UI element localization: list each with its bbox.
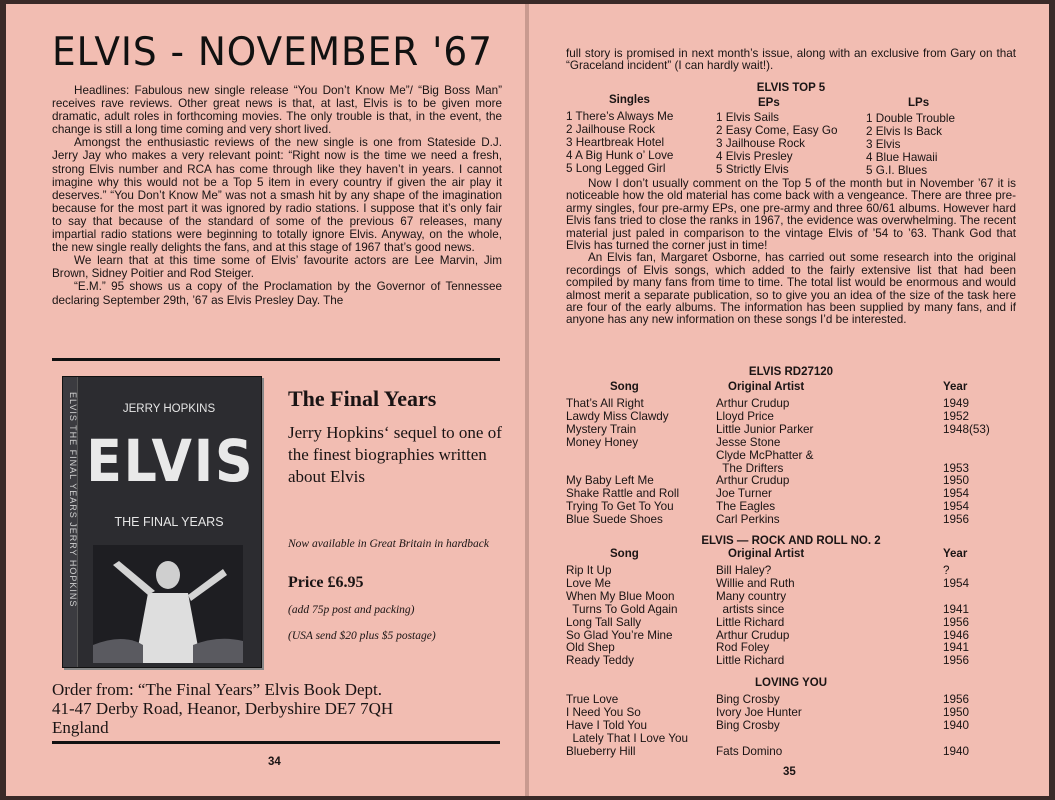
top5-lp: 2 Elvis Is Back xyxy=(866,125,942,138)
cell-song: Lately That I Love You xyxy=(566,731,688,745)
cell-artist: Arthur Crudup xyxy=(716,628,790,642)
cell-year: 1949 xyxy=(943,397,970,410)
cell-year: 1941 xyxy=(943,602,970,616)
cell-song: I Need You So xyxy=(566,705,641,719)
order-line: 41-47 Derby Road, Heanor, Derbyshire DE7 7QH xyxy=(52,699,394,718)
ad-title: The Final Years xyxy=(288,386,437,411)
cell-artist: Little Richard xyxy=(716,654,785,668)
table-title-loving-you: LOVING YOU xyxy=(755,677,827,689)
cell-year: 1940 xyxy=(943,744,970,758)
cell-artist: Many country xyxy=(716,589,787,603)
top5-header-lps: LPs xyxy=(908,97,930,109)
cell-song: Blueberry Hill xyxy=(566,744,636,758)
cell-song: Rip It Up xyxy=(566,564,612,577)
cell-year: 1956 xyxy=(943,693,970,706)
col-header-artist: Original Artist xyxy=(728,548,805,560)
cell-year: 1956 xyxy=(943,513,970,527)
top5-lp: 4 Blue Hawaii xyxy=(866,151,938,164)
left-paragraph: We learn that at this time some of Elvis’ favourite actors are Lee Marvin, Jim Brown, Sidney Poitier and Rod Steiger. xyxy=(52,254,502,281)
cell-song: True Love xyxy=(566,693,619,706)
cell-artist: Jesse Stone xyxy=(716,435,781,449)
cell-year: 1950 xyxy=(943,474,970,488)
cell-song: Old Shep xyxy=(566,641,615,655)
ad-availability: Now available in Great Britain in hardback xyxy=(288,538,490,550)
cell-year: 1946 xyxy=(943,628,970,642)
cell-song: Ready Teddy xyxy=(566,654,635,668)
cell-song: Have I Told You xyxy=(566,718,648,732)
cell-artist: Ivory Joe Hunter xyxy=(716,705,802,719)
page-number-left: 34 xyxy=(268,756,281,768)
cell-year: 1948(53) xyxy=(943,422,990,436)
col-header-year: Year xyxy=(943,548,968,560)
ad-postage-uk: (add 75p post and packing) xyxy=(288,604,415,616)
col-header-artist: Original Artist xyxy=(728,381,805,393)
top5-lp: 1 Double Trouble xyxy=(866,112,956,125)
top5-lp: 3 Elvis xyxy=(866,138,901,151)
cell-artist: Arthur Crudup xyxy=(716,397,790,410)
col-header-song: Song xyxy=(610,381,639,393)
left-paragraph: Amongst the enthusiastic reviews of the new single is one from Stateside D.J. Jerry Jay who makes a very relevant point: “Right now is the time we need a fresh, strong Elvis number and RCA has come through like they haven’t in years. I cannot imagine why this would not be a Top 5 item in every country if given the air play it deserves.” “You Don’t Know Me” was not a smash hit by any shape of the imagination because for the most part it was ignored by radio stations. I suppose that it’s only fair to say that because of the standard of some of the previous 67 releases, many impartial radio stations were beginning to totally ignore Elvis. Anyway, on the whole, the new single really delights the fans, and at this stage of 1967 that’s good news. xyxy=(52,136,502,255)
cell-year: 1952 xyxy=(943,409,970,423)
table-title-rock-and-roll: ELVIS — ROCK AND ROLL NO. 2 xyxy=(701,535,881,547)
ad-price: Price £6.95 xyxy=(288,574,364,591)
cell-artist: The Drifters xyxy=(716,461,784,475)
top5-single: 1 There’s Always Me xyxy=(566,110,674,123)
col-header-song: Song xyxy=(610,548,639,560)
top5-ep: 1 Elvis Sails xyxy=(716,111,780,124)
book-cover-image xyxy=(62,376,262,668)
cell-artist: Clyde McPhatter & xyxy=(716,448,814,462)
cell-song: Love Me xyxy=(566,576,611,590)
cell-song: That’s All Right xyxy=(566,397,644,410)
cover-title: ELVIS xyxy=(86,427,255,495)
cell-song: My Baby Left Me xyxy=(566,474,654,488)
top5-header-singles: Singles xyxy=(609,94,650,106)
cover-spine: ELVIS THE FINAL YEARS JERRY HOPKINS xyxy=(63,377,78,667)
top5-title: ELVIS TOP 5 xyxy=(756,82,826,94)
cell-year: 1956 xyxy=(943,615,970,629)
cover-author: JERRY HOPKINS xyxy=(122,403,216,415)
left-paragraph: Headlines: Fabulous new single release “You Don’t Know Me”/ “Big Boss Man” receives rave reviews. Other great news is that, at last, Elvis is to be given more dramatic, adult roles in forthcoming movies. The only trouble is that, in the event, the change is still a long time coming and very short lived. xyxy=(52,84,502,137)
top-divider xyxy=(52,358,500,361)
cell-year: 1956 xyxy=(943,654,970,668)
order-line: Order from: “The Final Years” Elvis Book Dept. xyxy=(52,680,383,699)
intro-paragraph: full story is promised in next month’s issue, along with an exclusive from Gary on that “Graceland incident” (I can hardly wait!). xyxy=(566,47,1016,73)
cell-artist: The Eagles xyxy=(716,500,776,514)
page-number-right: 35 xyxy=(783,766,796,778)
right-paragraph: Now I don’t usually comment on the Top 5 of the month but in November ’67 it is noticeable how the old material has come back with a vengeance. There are three pre-army singles, four pre-army EPs, one pre-army and three 60/61 albums. However hard Elvis fans tried to close the ranks in 1967, the evidence was overwhelming. The recent material just paled in comparison to the vintage Elvis of ’54 to ’63. Thank God that Elvis has turned the corner just in time! xyxy=(566,177,1016,253)
cell-artist: Little Junior Parker xyxy=(716,422,814,436)
cell-year: 1954 xyxy=(943,487,970,501)
left-paragraph: “E.M.” 95 shows us a copy of the Proclamation by the Governor of Tennessee declaring September 29th, ’67 as Elvis Presley Day. The xyxy=(52,280,502,307)
cell-song: Mystery Train xyxy=(566,422,637,436)
right-intro xyxy=(566,48,1016,73)
cell-artist: Bill Haley? xyxy=(716,564,772,577)
cell-artist: Lloyd Price xyxy=(716,409,774,423)
top5-ep: 4 Elvis Presley xyxy=(716,150,793,163)
cell-artist: artists since xyxy=(716,602,785,616)
order-line: England xyxy=(52,718,109,737)
cover-photo xyxy=(93,545,243,663)
top5-lp: 5 G.I. Blues xyxy=(866,164,928,177)
left-article-body xyxy=(52,84,502,307)
article-title: ELVIS - NOVEMBER '67 xyxy=(52,30,493,75)
cell-artist: Carl Perkins xyxy=(716,513,780,527)
top5-single: 2 Jailhouse Rock xyxy=(566,123,656,136)
cell-song: When My Blue Moon xyxy=(566,589,675,603)
cell-song: Long Tall Sally xyxy=(566,615,642,629)
cell-year: 1941 xyxy=(943,641,970,655)
top5-single: 5 Long Legged Girl xyxy=(566,162,666,175)
order-address xyxy=(52,680,502,737)
cell-song: Trying To Get To You xyxy=(566,500,674,514)
cell-song: So Glad You’re Mine xyxy=(566,628,673,642)
cell-song: Turns To Gold Again xyxy=(566,602,678,616)
cell-year: 1954 xyxy=(943,500,970,514)
top5-ep: 5 Strictly Elvis xyxy=(716,163,789,176)
bottom-divider xyxy=(52,741,500,744)
top5-header-eps: EPs xyxy=(758,97,780,109)
cell-song: Lawdy Miss Clawdy xyxy=(566,409,669,423)
cell-song: Blue Suede Shoes xyxy=(566,513,663,527)
cell-year: 1953 xyxy=(943,461,970,475)
col-header-year: Year xyxy=(943,381,968,393)
top5-ep: 2 Easy Come, Easy Go xyxy=(716,124,838,137)
cell-song: Money Honey xyxy=(566,435,639,449)
cell-year: 1954 xyxy=(943,576,970,590)
cell-artist: Fats Domino xyxy=(716,744,783,758)
cell-song: Shake Rattle and Roll xyxy=(566,487,680,501)
cell-year: 1950 xyxy=(943,705,970,719)
right-paragraph: An Elvis fan, Margaret Osborne, has carried out some research into the original recordings of Elvis songs, which added to the fairly extensive list that had been compiled by many fans from time to time. The total list would be enormous and would almost merit a separate publication, so to give you an idea of the size of the task here are four of the early albums. The information has been supplied by many fans, and if anyone has any new information on these songs I’d be interested. xyxy=(566,251,1016,327)
cell-year: 1940 xyxy=(943,718,970,732)
cell-artist: Bing Crosby xyxy=(716,693,780,706)
cell-artist: Joe Turner xyxy=(716,487,772,501)
cell-artist: Rod Foley xyxy=(716,641,770,655)
cell-year: ? xyxy=(943,564,950,577)
right-article-body xyxy=(566,178,1016,327)
top5-single: 3 Heartbreak Hotel xyxy=(566,136,665,149)
ad-postage-usa: (USA send $20 plus $5 postage) xyxy=(288,630,436,642)
top5-single: 4 A Big Hunk o’ Love xyxy=(566,149,674,162)
cell-artist: Willie and Ruth xyxy=(716,576,795,590)
ad-description: Jerry Hopkins‘ sequel to one of the finest biographies written about Elvis xyxy=(288,423,502,486)
cell-artist: Arthur Crudup xyxy=(716,474,790,488)
cover-subtitle: THE FINAL YEARS xyxy=(114,515,224,529)
table-title-rd27120: ELVIS RD27120 xyxy=(748,366,834,378)
top5-ep: 3 Jailhouse Rock xyxy=(716,137,806,150)
cell-artist: Bing Crosby xyxy=(716,718,780,732)
cell-artist: Little Richard xyxy=(716,615,785,629)
